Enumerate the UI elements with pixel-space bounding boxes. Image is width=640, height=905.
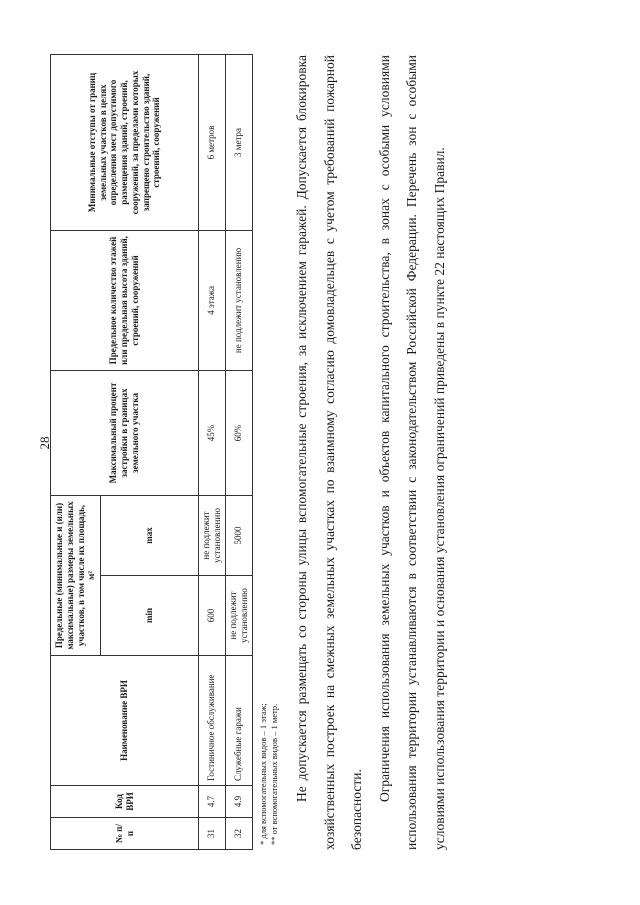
cell-min: не подлежит установлению	[225, 576, 252, 656]
header-percent: Максимальный процент застройки в границах земельного участка	[51, 370, 199, 495]
header-setback: Минимальные отступы от границ земельных участков в целях определения мест допустимого размещения зданий, строений, сооружений, за пределами которых запрещено строительство зданий, строений, сооружений	[51, 54, 199, 230]
cell-percent: 60%	[225, 370, 252, 495]
cell-floors: 4 этажа	[199, 230, 226, 370]
page-number: 28	[37, 436, 52, 450]
header-min: min	[101, 576, 199, 656]
header-name: Наименование ВРИ	[51, 656, 199, 786]
table-footnotes	[258, 703, 280, 845]
table-row	[199, 54, 226, 849]
table-row	[225, 54, 252, 849]
header-code: Код ВРИ	[51, 786, 199, 818]
cell-num: 31	[199, 818, 226, 850]
paragraph-restrictions: Ограничения использования земельных участков и объектов капитального строительства, в зонах с особыми условиями использования территории устанавливаются в соответствии с законодательством Российской Федерации. Перечень зон с особыми условиями использования территории и основания установления ограничений приведены в пункте 22 настоящих Правил.	[376, 55, 447, 850]
cell-name: Гостиничное обслуживание	[199, 656, 226, 786]
header-max: max	[101, 495, 199, 575]
paragraph-auxiliary-buildings: Не допускается размещать со стороны улицы вспомогательные строения, за исключением гаражей. Допускается блокировка хозяйственных построек на смежных земельных участках по взаимному согласию домовладельцев с учетом требований пожарной безопасности.	[294, 55, 364, 850]
header-size-group: Предельные (минимальные и (или) максимальные) размеры земельных участков, в том числе их площадь, м²	[51, 495, 101, 655]
vri-parameters-table	[50, 54, 253, 850]
header-floors: Предельное количество этажей или предельная высота зданий, строений, сооружений	[51, 230, 199, 370]
cell-min: 600	[199, 576, 226, 656]
footnote-setback: ** от вспомогательных видов – 1 метр.	[269, 703, 279, 845]
cell-name: Служебные гаражи	[225, 656, 252, 786]
cell-floors: не подлежит установлению	[225, 230, 252, 370]
body-text	[288, 55, 453, 850]
cell-max: 5000	[225, 495, 252, 575]
cell-setback: 3 метра	[225, 54, 252, 230]
cell-percent: 45%	[199, 370, 226, 495]
rotated-page-content	[50, 50, 590, 855]
footnote-floors: * для вспомогательных видов – 1 этаж;	[258, 703, 268, 845]
cell-code: 4.7	[199, 786, 226, 818]
cell-setback: 6 метров	[199, 54, 226, 230]
cell-code: 4.9	[225, 786, 252, 818]
cell-num: 32	[225, 818, 252, 850]
cell-max: не подлежит установлению	[199, 495, 226, 575]
header-num: № п/п	[51, 818, 199, 850]
